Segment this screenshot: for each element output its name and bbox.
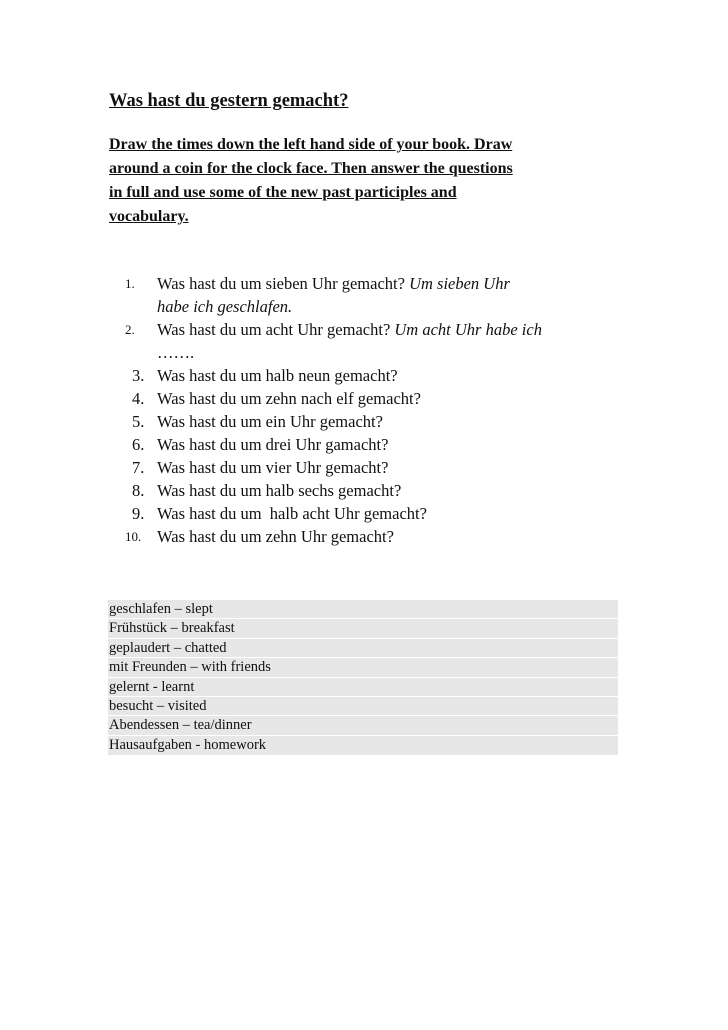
- question-text: Was hast du um vier Uhr gemacht?: [157, 458, 389, 477]
- question-item-10: [120, 525, 630, 548]
- vocabulary-item: Abendessen – tea/dinner: [108, 716, 618, 735]
- question-number: 4.: [132, 389, 145, 408]
- instruction-line: Draw the times down the left hand side of your book. Draw: [109, 136, 513, 153]
- question-number: 3.: [132, 366, 145, 385]
- question-item-6: [120, 433, 630, 456]
- instruction-line: vocabulary.: [109, 208, 189, 225]
- vocabulary-item: Frühstück – breakfast: [108, 619, 618, 638]
- page-title: Was hast du gestern gemacht?: [109, 91, 349, 111]
- question-number: 5.: [132, 412, 145, 431]
- vocabulary-item: geplaudert – chatted: [108, 639, 618, 658]
- instruction-line: in full and use some of the new past participles and: [109, 184, 457, 201]
- question-item-5: [120, 410, 630, 433]
- question-text: Was hast du um halb neun gemacht?: [157, 366, 398, 385]
- example-answer: Um sieben Uhr: [409, 274, 510, 293]
- vocabulary-item: mit Freunden – with friends: [108, 658, 618, 677]
- question-text: Was hast du um zehn Uhr gemacht?: [157, 527, 394, 546]
- vocabulary-item: geschlafen – slept: [108, 600, 618, 619]
- question-item-9: [120, 502, 630, 525]
- question-text: Was hast du um ein Uhr gemacht?: [157, 412, 383, 431]
- answer-ellipsis: …….: [157, 343, 195, 362]
- question-number: 2.: [125, 322, 135, 337]
- question-number: 10.: [125, 529, 142, 544]
- vocabulary-item: gelernt - learnt: [108, 678, 618, 697]
- question-item-2: [120, 318, 630, 364]
- question-number: 1.: [125, 276, 135, 291]
- vocabulary-item: besucht – visited: [108, 697, 618, 716]
- question-text: Was hast du um sieben Uhr gemacht?: [157, 274, 405, 293]
- question-number: 8.: [132, 481, 145, 500]
- question-number: 7.: [132, 458, 145, 477]
- question-text: Was hast du um halb sechs gemacht?: [157, 481, 402, 500]
- question-list: [120, 272, 630, 548]
- example-answer: Um acht Uhr habe ich: [394, 320, 542, 339]
- question-item-4: [120, 387, 630, 410]
- question-item-8: [120, 479, 630, 502]
- question-item-3: [120, 364, 630, 387]
- example-answer-continued: habe ich geschlafen.: [157, 297, 293, 316]
- question-number: 6.: [132, 435, 145, 454]
- instructions: [109, 133, 624, 229]
- question-item-7: [120, 456, 630, 479]
- question-text: Was hast du um halb acht Uhr gemacht?: [157, 504, 427, 523]
- question-text: Was hast du um drei Uhr gamacht?: [157, 435, 389, 454]
- question-text: Was hast du um acht Uhr gemacht?: [157, 320, 391, 339]
- question-text: Was hast du um zehn nach elf gemacht?: [157, 389, 421, 408]
- question-item-1: [120, 272, 630, 318]
- vocabulary-item: Hausaufgaben - homework: [109, 736, 267, 753]
- question-number: 9.: [132, 504, 145, 523]
- instruction-line: around a coin for the clock face. Then answer the questions: [109, 160, 513, 177]
- vocabulary-box: [108, 600, 618, 755]
